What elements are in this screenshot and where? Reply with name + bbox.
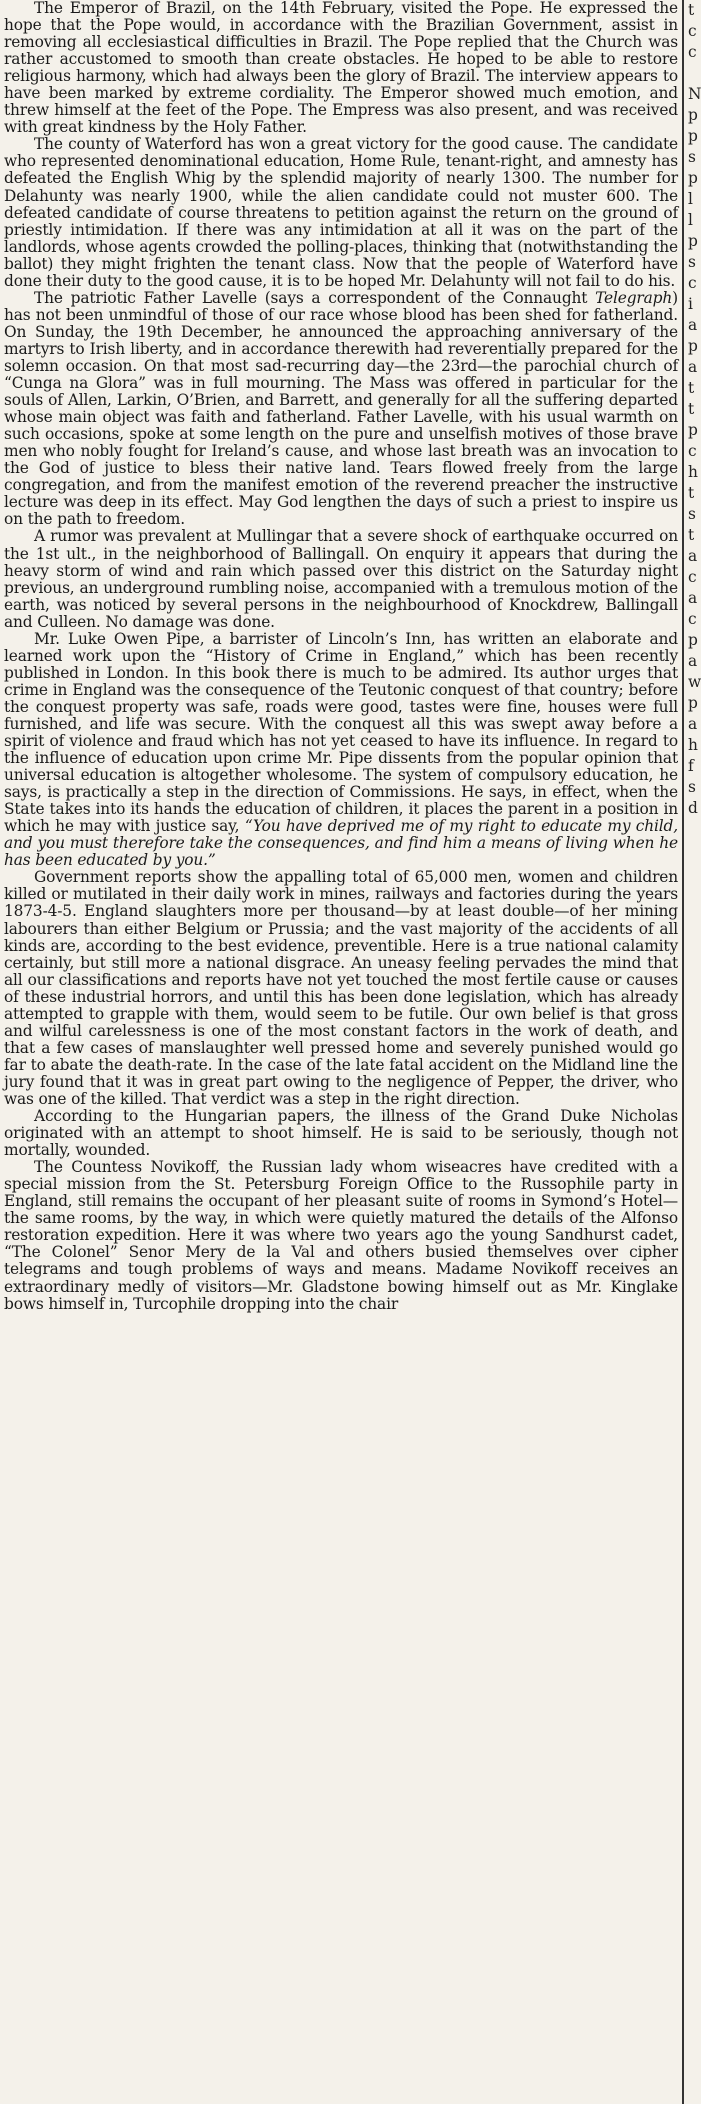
- adjacent-fragment: c: [688, 43, 697, 61]
- adjacent-fragment: s: [688, 778, 696, 796]
- paragraph-luke-owen-pipe: [4, 631, 678, 870]
- adjacent-fragment: p: [688, 694, 698, 712]
- adjacent-fragment: s: [688, 253, 696, 271]
- adjacent-fragment: a: [688, 358, 698, 376]
- adjacent-column-edge: [688, 0, 700, 2104]
- article-column: [4, 0, 678, 1313]
- adjacent-fragment: a: [688, 316, 698, 334]
- paragraph-countess-novikoff: The Countess Novikoff, the Russian lady whom wiseacres have credited with a special mission from the St. Petersburg Foreign Office to the Russophile party in England, still remains the occupant of her pleasant suite of rooms in Symond’s Hotel—the same rooms, by the way, in which were quietly matured the details of the Alfonso restoration expedition. Here it was where two years ago the young Sandhurst cadet, “The Colonel” Senor Mery de la Val and others busied themselves over cipher telegrams and tough problems of ways and means. Madame Novikoff receives an extraordinary medly of visitors—Mr. Gladstone bowing himself out as Mr. Kinglake bows himself in, Turcophile dropping into the chair: [4, 1158, 678, 1313]
- adjacent-fragment: d: [688, 799, 698, 817]
- paragraph-emperor-brazil: The Emperor of Brazil, on the 14th February, visited the Pope. He expressed the hope that the Pope would, in accordance with the Brazilian Government, assist in removing all ecclesiastical difficulties in Brazil. The Pope replied that the Church was rather accustomed to smooth than create obstacles. He hoped to be able to restore religious harmony, which had always been the glory of Brazil. The interview appears to have been marked by extreme cordiality. The Emperor showed much emotion, and threw himself at the feet of the Pope. The Empress was also present, and was received with great kindness by the Holy Father.: [4, 0, 678, 137]
- paragraph-mullingar-earthquake: A rumor was prevalent at Mullingar that a severe shock of earthquake occurred on the 1st ult., in the neighborhood of Ballingall. On enquiry it appears that during the heavy storm of wind and rain which passed over this district on the Saturday night previous, an underground rumbling noise, accompanied with a tremulous motion of the earth, was noticed by several persons in the neighbourhood of Knockdrew, Ballingall and Culleen. No damage was done.: [4, 527, 678, 631]
- adjacent-fragment: [688, 63, 700, 84]
- adjacent-fragment: t: [688, 400, 695, 418]
- adjacent-fragment: t: [688, 1, 695, 19]
- adjacent-fragment: p: [688, 232, 698, 250]
- adjacent-fragment: a: [688, 547, 698, 565]
- adjacent-fragment: l: [688, 211, 693, 229]
- column-rule: [682, 0, 684, 2104]
- adjacent-fragment: f: [688, 757, 694, 775]
- italic-telegraph: Telegraph: [595, 288, 673, 307]
- adjacent-fragment: c: [688, 22, 697, 40]
- adjacent-fragment: t: [688, 526, 695, 544]
- adjacent-fragment: w: [688, 673, 701, 691]
- adjacent-fragment: a: [688, 652, 698, 670]
- adjacent-fragment: a: [688, 589, 698, 607]
- adjacent-fragment: c: [688, 610, 697, 628]
- adjacent-fragment: p: [688, 631, 698, 649]
- adjacent-fragment: l: [688, 190, 693, 208]
- adjacent-fragment: N: [688, 85, 701, 103]
- adjacent-fragment: p: [688, 337, 698, 355]
- pipe-italic-quote: “You have deprived me of my right to educate my child, and you must therefore take the consequences, and find him a means of living when he has been educated by you.”: [4, 817, 678, 870]
- lavelle-text-a: The patriotic Father Lavelle (says a correspondent of the Connaught: [34, 288, 596, 307]
- paragraph-father-lavelle: [4, 290, 678, 529]
- adjacent-fragment: s: [688, 505, 696, 523]
- adjacent-fragment: a: [688, 715, 698, 733]
- pipe-text: Mr. Luke Owen Pipe, a barrister of Lincoln’s Inn, has written an elaborate and learned work upon the “History of Crime in England,” which has been recently published in London. In this book there is much to be admired. Its author urges that crime in England was the consequence of the Teutonic conquest of that country; before the conquest property was safe, roads were good, tastes were fine, houses were full furnished, and life was secure. With the conquest all this was swept away before a spirit of violence and fraud which has not yet ceased to have its influence. In regard to the influence of education upon crime Mr. Pipe dissents from the popular opinion that universal education is altogether wholesome. The system of compulsory education, he says, is practically a step in the direction of Commissions. He says, in effect, when the State takes into its hands the education of children, it places the parent in a position in which he may with justice say,: [4, 629, 678, 836]
- adjacent-fragment: p: [688, 421, 698, 439]
- adjacent-fragment: p: [688, 169, 698, 187]
- paragraph-government-reports: Government reports show the appalling total of 65,000 men, women and children killed or mutilated in their daily work in mines, railways and factories during the years 1873-4-5. England slaughters more per thousand—by at least double—of her mining labourers than either Belgium or Prussia; and the vast majority of the accidents of all kinds are, according to the best evidence, preventible. Here is a true national calamity certainly, but still more a national disgrace. An uneasy feeling pervades the mind that all our classifications and reports have not yet touched the most fertile cause or causes of these industrial horrors, and until this has been done legislation, which has already attempted to grapple with them, would seem to be futile. Our own belief is that gross and wilful carelessness is one of the most constant factors in the work of death, and that a few cases of manslaughter well pressed home and severely punished would go far to abate the death-rate. In the case of the late fatal accident on the Midland line the jury found that it was in great part owing to the negligence of Pepper, the driver, who was one of the killed. That verdict was a step in the right direction.: [4, 868, 678, 1108]
- paragraph-waterford-election: The county of Waterford has won a great victory for the good cause. The candidate who represented denominational education, Home Rule, tenant-right, and amnesty has defeated the English Whig by the splendid majority of nearly 1300. The number for Delahunty was nearly 1900, while the alien candidate could not muster 600. The defeated candidate of course threatens to petition against the return on the ground of priestly intimidation. If there was any intimidation at all it was on the part of the landlords, whose agents crowded the polling-places, thinking that (notwithstanding the ballot) they might frighten the tenant class. Now that the people of Waterford have done their duty to the good cause, it is to be hoped Mr. Delahunty will not fail to do his.: [4, 135, 678, 290]
- adjacent-fragment: t: [688, 484, 695, 502]
- adjacent-fragment: t: [688, 379, 695, 397]
- adjacent-fragment: i: [688, 295, 693, 313]
- lavelle-text-b: ) has not been unmindful of those of our race whose blood has been shed for fatherland. On Sunday, the 19th December, he announced the approaching anniversary of the martyrs to Irish liberty, and in accordance therewith had reverentially prepared for the solemn occasion. On that most sad-recurring day—the 23rd—the parochial church of “Cunga na Glora” was in full mourning. The Mass was offered in particular for the souls of Allen, Larkin, O’Brien, and Barrett, and generally for all the suffering departed whose main object was faith and fatherland. Father Lavelle, with his usual warmth on such occasions, spoke at some length on the pure and unselfish motives of those brave men who nobly fought for Ireland’s cause, and whose last breath was an invocation to the God of justice to bless their native land. Tears flowed freely from the large congregation, and from the manifest emotion of the reverend preacher the instructive lecture was deep in its effect. May God lengthen the days of such a priest to inspire us on the path to freedom.: [4, 288, 678, 529]
- adjacent-fragment: p: [688, 127, 698, 145]
- adjacent-fragment: c: [688, 568, 697, 586]
- paragraph-grand-duke-nicholas: According to the Hungarian papers, the illness of the Grand Duke Nicholas originated with an attempt to shoot himself. He is said to be seriously, though not mortally, wounded.: [4, 1107, 678, 1160]
- adjacent-fragment: s: [688, 148, 696, 166]
- adjacent-fragment: p: [688, 106, 698, 124]
- adjacent-fragment: h: [688, 463, 698, 481]
- adjacent-fragment: c: [688, 274, 697, 292]
- adjacent-fragment: c: [688, 442, 697, 460]
- adjacent-fragment: h: [688, 736, 698, 754]
